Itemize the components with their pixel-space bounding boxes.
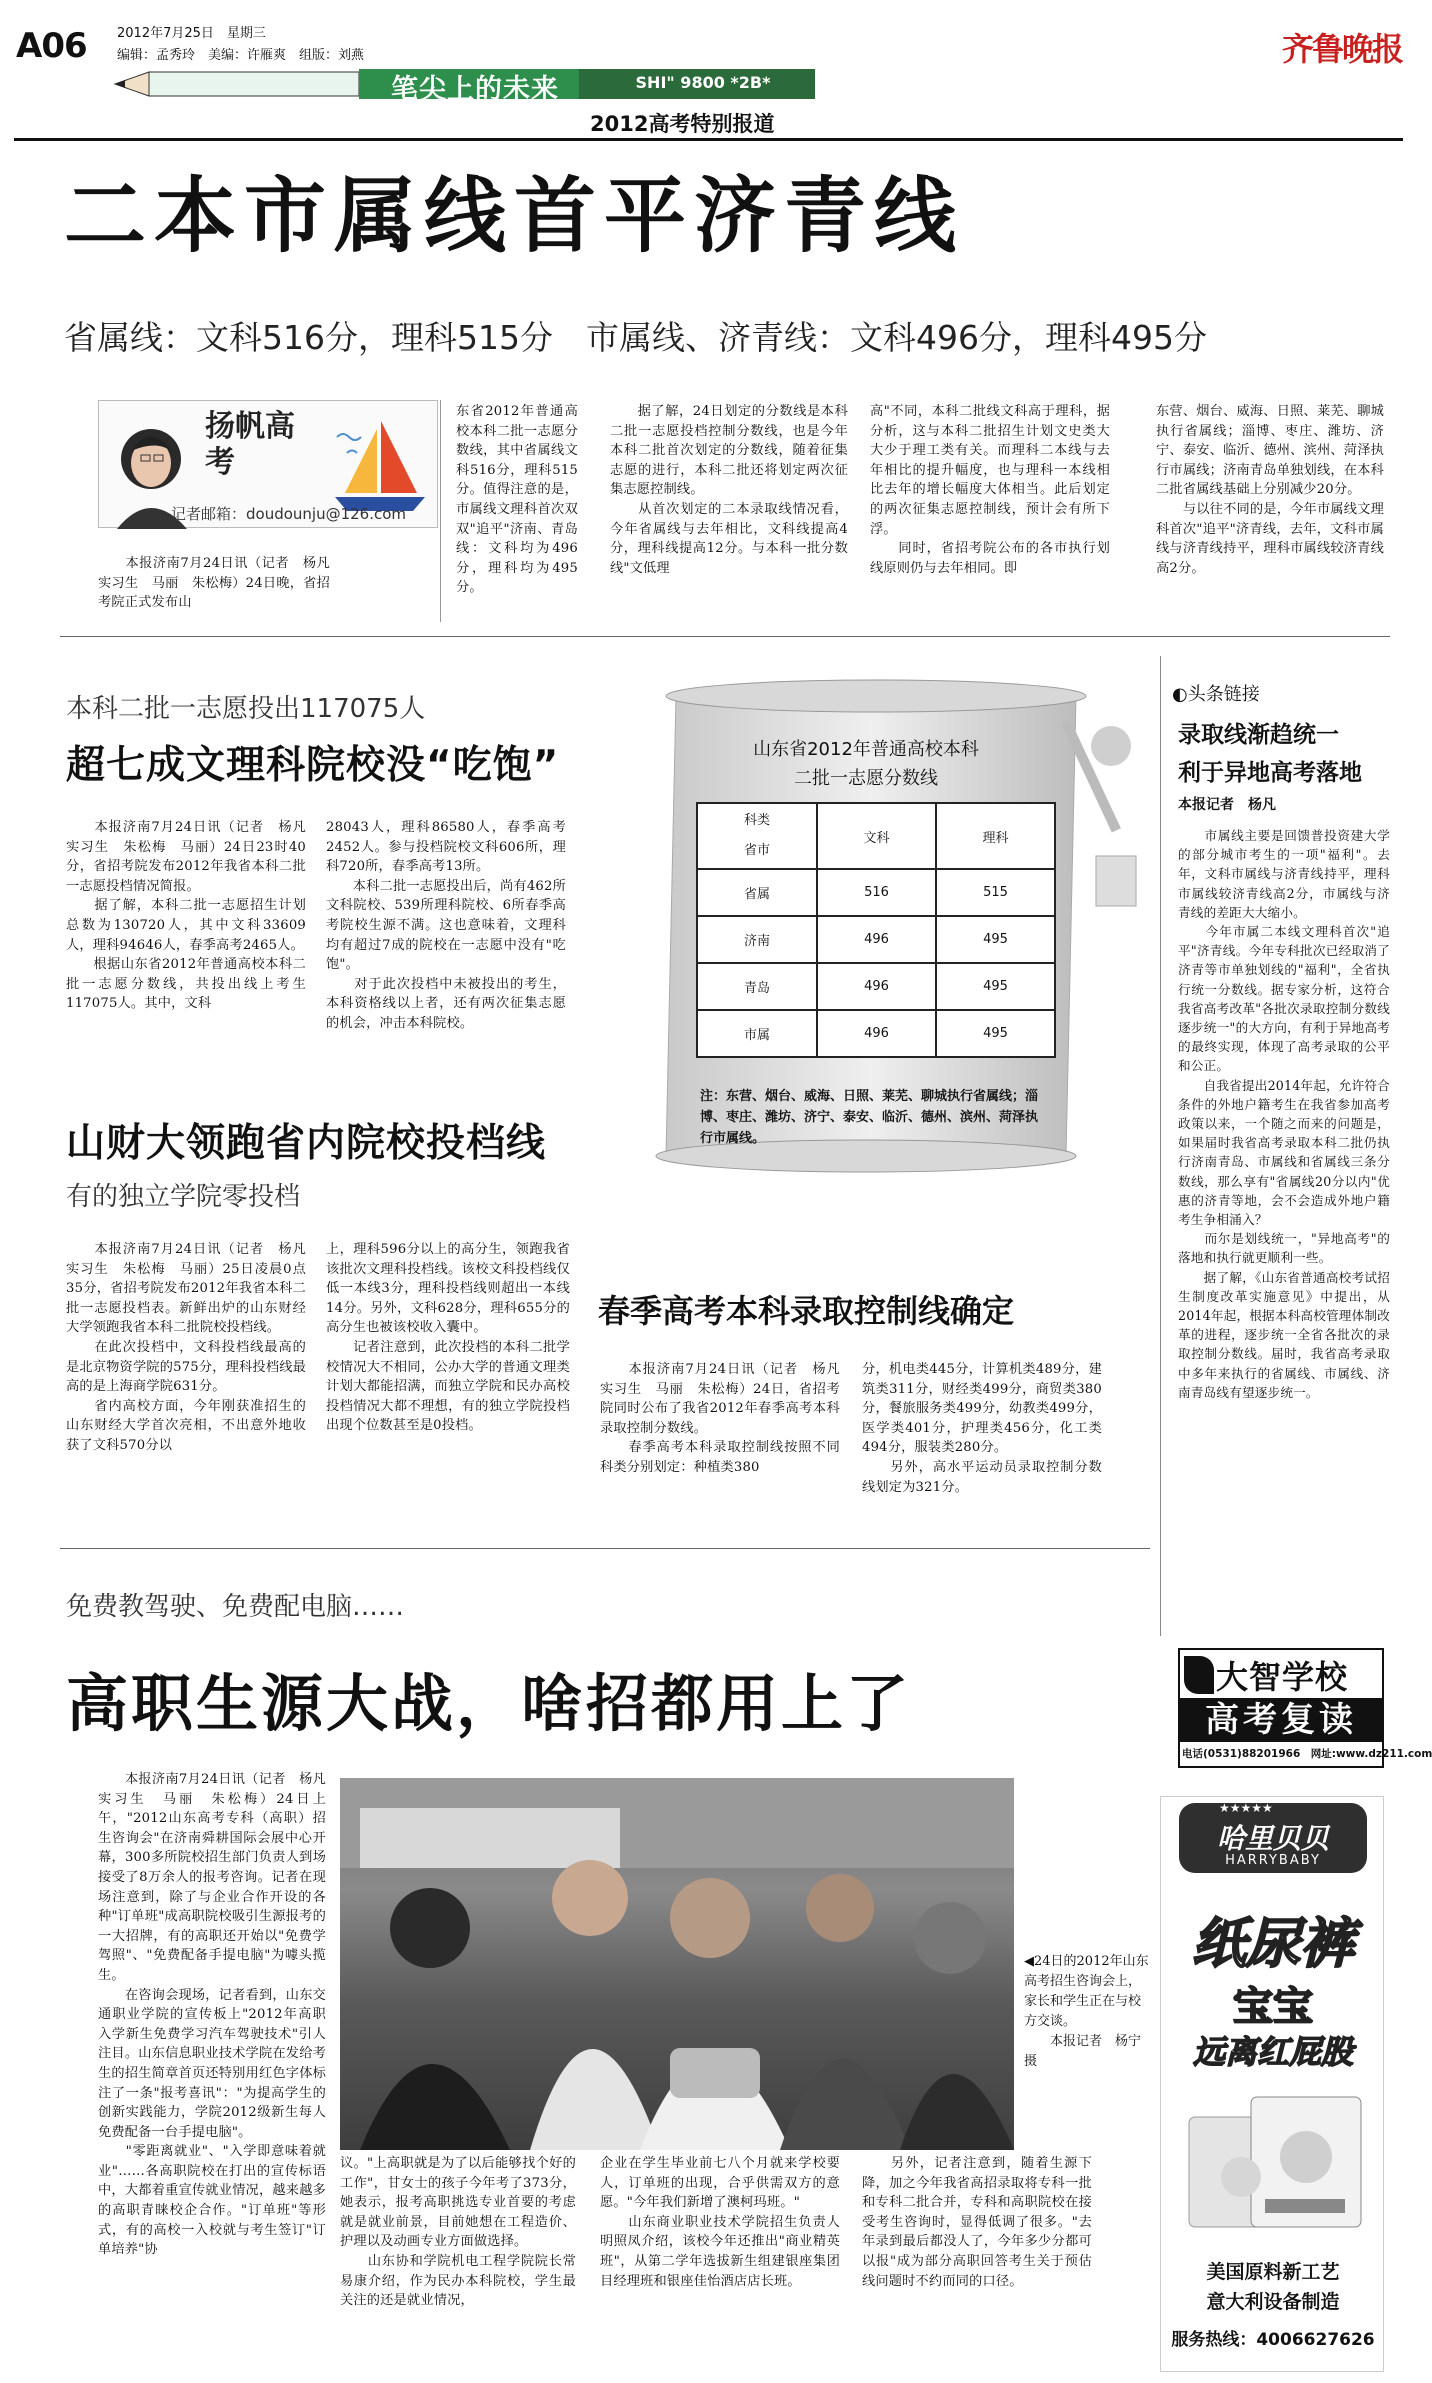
- header-wen: 文科: [817, 803, 936, 869]
- row-li: 495: [936, 916, 1055, 963]
- table-note: 注：东营、烟台、威海、日照、莱芜、聊城执行省属线；淄博、枣庄、潍坊、济宁、泰安、临沂、德州、滨州、菏泽执行市属线。: [700, 1089, 1039, 1146]
- editor-credits: 编辑：孟秀玲 美编：许雁爽 组版：刘燕: [117, 48, 365, 63]
- article5-headline: 高职生源大战，啥招都用上了: [66, 1667, 912, 1740]
- table-row: [697, 963, 1055, 1010]
- news-photo: [340, 1778, 1014, 2150]
- article4-col-1: 本报济南7月24日讯（记者 杨凡 实习生 马丽 朱松梅）24日，省招考院同时公布了我省2012年春季高考本科录取控制分数线。 春季高考本科录取控制线按照不同科类分别划定：种植类380: [600, 1362, 840, 1475]
- article2-col-1: 本报济南7月24日讯（记者 杨凡 实习生 朱松梅 马丽）24日23时40分，省招考院发布2012年我省本科二批一志愿投档情况简报。 据了解，本科二批一志愿招生计划总数为130720人，其中文科33609人，理科94646人，春季高考2465人。 根据山东省2012年普通高校本科二批一志愿分数线，共投出线上考生117075人。其中，文科: [66, 820, 306, 1012]
- lead-col-4: 高"不同，本科二批线文科高于理科，据分析，这与本科二批招生计划文史类大大少于理工类有关。而理科二本线与去年相比的提升幅度，也与理科一本线相比去年的增长幅度大体相当。此后划定的两次征集志愿控制线，预计会有所下浮。 同时，省招考院公布的各市执行划线原则仍与去年相同。即: [870, 404, 1110, 576]
- column-divider: [440, 400, 441, 622]
- brand-stars-icon: ★★★★★: [1219, 1801, 1273, 1815]
- reporter-email: 记者邮箱：doudounju@126.com: [171, 505, 407, 523]
- sidebar-divider: [1160, 656, 1161, 1636]
- slogan-line-1: 宝宝: [1233, 1984, 1313, 2030]
- article5-kicker: 免费教驾驶、免费配电脑……: [66, 1592, 405, 1622]
- row-li: 495: [936, 963, 1055, 1010]
- row-li: 495: [936, 1010, 1055, 1057]
- lead-col-2: 东省2012年普通高校本科二批一志愿分数线，其中省属线文科516分，理科515分。值得注意的是，市属线文理科首次双双"追平"济南、青岛线：文科均为496分，理科均为495分。: [456, 404, 578, 596]
- row-name: 省属: [697, 869, 817, 916]
- ad-dazhi-school[interactable]: [1178, 1648, 1432, 1768]
- sidebar-byline: 本报记者 杨凡: [1178, 797, 1276, 813]
- lead-col-1: 本报济南7月24日讯（记者 杨凡 实习生 马丽 朱松梅）24日晚，省招考院正式发布山: [98, 556, 344, 611]
- column-logo-box: [98, 400, 438, 528]
- header-corner: [697, 803, 817, 869]
- ad-school-contact: 电话(0531)88201966 网址:www.dz211.com: [1182, 1748, 1432, 1760]
- ad-school-service: 高考复读: [1180, 1698, 1382, 1742]
- row-name: 市属: [697, 1010, 817, 1057]
- diaper-package-image: [1181, 2087, 1367, 2237]
- article2-col-2: 28043人，理科86580人，春季高考2452人。参与投档院校文科606所，理科720所，春季高考13所。 本科二批一志愿投出后，尚有462所文科院校、539所理科院校、6所春季高考院校生源不满。这也意味着，文理科均有超过7成的院校在一志愿中没有"吃饱"。 对于此次投档中未被投出的考生，本科资格线以上者，还有两次征集志愿的机会，冲击本科院校。: [326, 820, 566, 1031]
- report-label: 2012高考特别报道: [590, 112, 775, 136]
- article2-headline: 超七成文理科院校没“吃饱”: [66, 743, 560, 788]
- article3-col-1: 本报济南7月24日讯（记者 杨凡 实习生 朱松梅 马丽）25日凌晨0点35分，省招考院发布2012年我省本科二批一志愿投档表。新鲜出炉的山东财经大学领跑我省本科二批院校投档线。 在此次投档中，文科投档线最高的是北京物资学院的575分，理科投档线最高的是上海商学院631分。 省内高校方面，今年刚获准招生的山东财经大学首次亮相，不出意外地收获了文科570分以: [66, 1242, 306, 1453]
- score-table: [696, 802, 1056, 1058]
- issue-date: 2012年7月25日 星期三: [117, 26, 266, 41]
- lead-headline: 二本市属线首平济青线: [64, 169, 965, 264]
- header-bottom: 省市: [743, 843, 770, 858]
- sidebar-body: 市属线主要是回馈普投资建大学的部分城市考生的一项"福利"。去年，文科市属线与济青线持平，理科市属线较济青线高2分，市属线与济青线的差距大大缩小。 今年市属二本线文理科首次"追平"济青线。今年专科批次已经取消了济青等市单独划线的"福利"，全省执行统一分数线。据专家分析，这符合我省高考改革"各批次录取控制分数线逐步统一"的大方向，有利于异地高考的最终实现，体现了高考录取的公平和公正。 自我省提出2014年起，允许符合条件的外地户籍考生在我省参加高考政策以来，一个随之而来的问题是，如果届时我省高考录取本科二批仍执行济南青岛、市属线和省属线三条分数线，那么享有"省属线20分以内"优惠的济青等地，会不会造成外地户籍考生争相涌入？ 而尔是划线统一，"异地高考"的落地和执行就更顺利一些。 据了解，《山东省普通高校考试招生制度改革实施意见》中提出，从2014年起，根据本科高校管理体制改革的进程，逐步统一全省各批次的录取控制分数线。届时，我省高考录取中多年来执行的省属线、市属线、济南青岛线有望逐步统一。: [1178, 828, 1390, 1400]
- article2-kicker: 本科二批一志愿投出117075人: [66, 694, 426, 724]
- row-wen: 496: [817, 916, 936, 963]
- table-row: [697, 869, 1055, 916]
- header-li: 理科: [936, 803, 1055, 869]
- table-title-2: 二批一志愿分数线: [794, 768, 938, 789]
- ad-harrybaby[interactable]: [1160, 1796, 1384, 2372]
- pencil-brand: SHI" 9800 *2B*: [635, 73, 771, 92]
- article4-headline: 春季高考本科录取控制线确定: [598, 1292, 1015, 1330]
- slogan-line-2: 远离红屁股: [1192, 2033, 1353, 2071]
- column-title: 笔尖上的未来: [391, 74, 559, 105]
- article4-col-2: 分，机电类445分，计算机类489分，建筑类311分，财经类499分，商贸类380分，餐旅服务类499分，幼教类499分，医学类401分，护理类456分，化工类494分，服装类280分。 另外，高水平运动员录取控制分数线划定为321分。: [862, 1362, 1102, 1495]
- row-wen: 496: [817, 1010, 936, 1057]
- product-name: 纸尿裤: [1192, 1912, 1354, 1975]
- column-logo-text: 扬帆高考: [205, 409, 295, 480]
- sidebar-tag-text: 头条链接: [1187, 684, 1260, 705]
- article5-col-2: 议。"上高职就是为了以后能够找个好的工作"，甘女士的孩子今年考了373分，她表示，报考高职挑选专业首要的考虑就是就业前景，目前她想在工程造价、护理以及动画专业方面做选择。 山东协和学院机电工程学院院长常易康介绍，作为民办本科院校，学生最关注的还是就业情况，: [340, 2156, 576, 2309]
- table-row: [697, 1010, 1055, 1057]
- ad-school-name: 大智学校: [1216, 1658, 1349, 1696]
- diaper-pack-icon: [1181, 2087, 1367, 2237]
- article5-col-4: 另外，记者注意到，随着生源下降，加之今年我省高招录取将专科一批和专科二批合并，专科和高职院校在接受考生咨询时，显得低调了很多。"去年录到最后都没人了，今年多少分都可以报"成为部分高职回答考生关于预估线问题时不约而同的口径。: [862, 2156, 1092, 2289]
- lead-col-5: 东营、烟台、威海、日照、莱芜、聊城执行省属线；淄博、枣庄、潍坊、济宁、泰安、临沂、德州、滨州、菏泽执行市属线；济南青岛单独划线，在本科二批省属线基础上分别减少20分。 与以往不同的是，今年市属线文理科首次"追平"济青线，去年，文科市属线与济青线持平，理科市属线较济青线高2分。: [1156, 404, 1384, 576]
- lead-col-3: 据了解，24日划定的分数线是本科二批一志愿投档控制分数线，也是今年本科二批首次划定的分数线，随着征集志愿的进行，本科二批还将划定两次征集志愿控制线。 从首次划定的二本录取线情况看，今年省属线与去年相比，文科线提高4分，理科线提高12分。与本科一批分数线"文低理: [610, 404, 848, 576]
- school-logo-icon: [1184, 1656, 1214, 1694]
- brand-name-cn: 哈里贝贝: [1216, 1822, 1329, 1855]
- crowd-photo-icon: [340, 1778, 1014, 2150]
- ad-hotline[interactable]: 服务热线：4006627626: [1171, 2330, 1375, 2350]
- table-title-1: 山东省2012年普通高校本科: [753, 739, 979, 760]
- craft-line-2: 意大利设备制造: [1206, 2291, 1340, 2313]
- article3-deck: 有的独立学院零投档: [66, 1182, 301, 1212]
- row-wen: 496: [817, 963, 936, 1010]
- lead-subheadline: 省属线：文科516分，理科515分 市属线、济青线：文科496分，理科495分: [64, 318, 1207, 357]
- row-name: 青岛: [697, 963, 817, 1010]
- header-top: 科类: [743, 813, 770, 828]
- row-name: 济南: [697, 916, 817, 963]
- sidebar-title-1: 录取线渐趋统一: [1178, 722, 1339, 748]
- sidebar-title-2: 利于异地高考落地: [1178, 760, 1362, 786]
- masthead-rule: [14, 138, 1403, 141]
- article3-col-2: 上，理科596分以上的高分生，领跑我省该批次文理科投档线。该校文科投档线仅低一本线3分，理科投档线则超出一本线14分。另外，文科628分，理科655分的高分生也被该校收入囊中。 记者注意到，此次投档的本科二批学校情况大不相同，公办大学的普通文理类计划大都能招满，而独立学院和民办高校投档情况大都不理想，有的独立学院投档出现个位数甚至是0投档。: [326, 1242, 570, 1434]
- table-row: [697, 916, 1055, 963]
- row-li: 515: [936, 869, 1055, 916]
- page-number: A06: [16, 26, 87, 66]
- paper-logo: 齐鲁晚报: [1282, 30, 1403, 68]
- section-rule: [60, 636, 1390, 637]
- brand-name-en: HARRYBABY: [1225, 1853, 1321, 1868]
- table-header-row: [697, 803, 1055, 869]
- article5-col-3: 企业在学生毕业前七八个月就来学校要人，订单班的出现，合乎供需双方的意愿。"今年我们新增了澳柯玛班。" 山东商业职业技术学院招生负责人明照凤介绍，该校今年还推出"商业精英班"，从第二学年选拔新生组建银座集团目经理班和银座佳怡酒店店长班。: [600, 2156, 840, 2289]
- craft-line-1: 美国原料新工艺: [1206, 2261, 1340, 2283]
- article5-col-1: 本报济南7月24日讯（记者 杨凡 实习生 马丽 朱松梅）24日上午，"2012山东高考专科（高职）招生咨询会"在济南舜耕国际会展中心开幕，300多所院校招生部门负责人到场接受了8万余人的报考咨询。记者在现场注意到，除了与企业合作开设的各种"订单班"成高职院校吸引生源报考的一大招牌，有的高职还开始以"免费学驾照"、"免费配备手提电脑"为噱头揽生。 在咨询会现场，记者看到，山东交通职业学院的宣传板上"2012年高职入学新生免费学习汽车驾驶技术"引人注目。山东信息职业技术学院在发给考生的招生简章首页还特别用红色字体标注了一条"报考喜讯"："为提高学生的创新实践能力，学院2012级新生每人免费配备一台手提电脑"。 "零距离就业"、"入学即意味着就业"……各高职院校在打出的宣传标语中，大都着重宣传就业情况，越来越多的高职青睐校企合作。"订单班"等形式，有的高校一入校就与考生签订"订单培养"协: [98, 1772, 326, 2258]
- tag-bullet-icon: ◐: [1172, 684, 1188, 705]
- row-wen: 516: [817, 869, 936, 916]
- sidebar-tag: [1172, 680, 1260, 706]
- section-rule: [60, 1548, 1150, 1549]
- photo-caption: ◀24日的2012年山东高考招生咨询会上，家长和学生正在与校方交谈。 本报记者 杨宁 摄: [1024, 1954, 1149, 2069]
- article3-headline: 山财大领跑省内院校投档线: [66, 1121, 547, 1166]
